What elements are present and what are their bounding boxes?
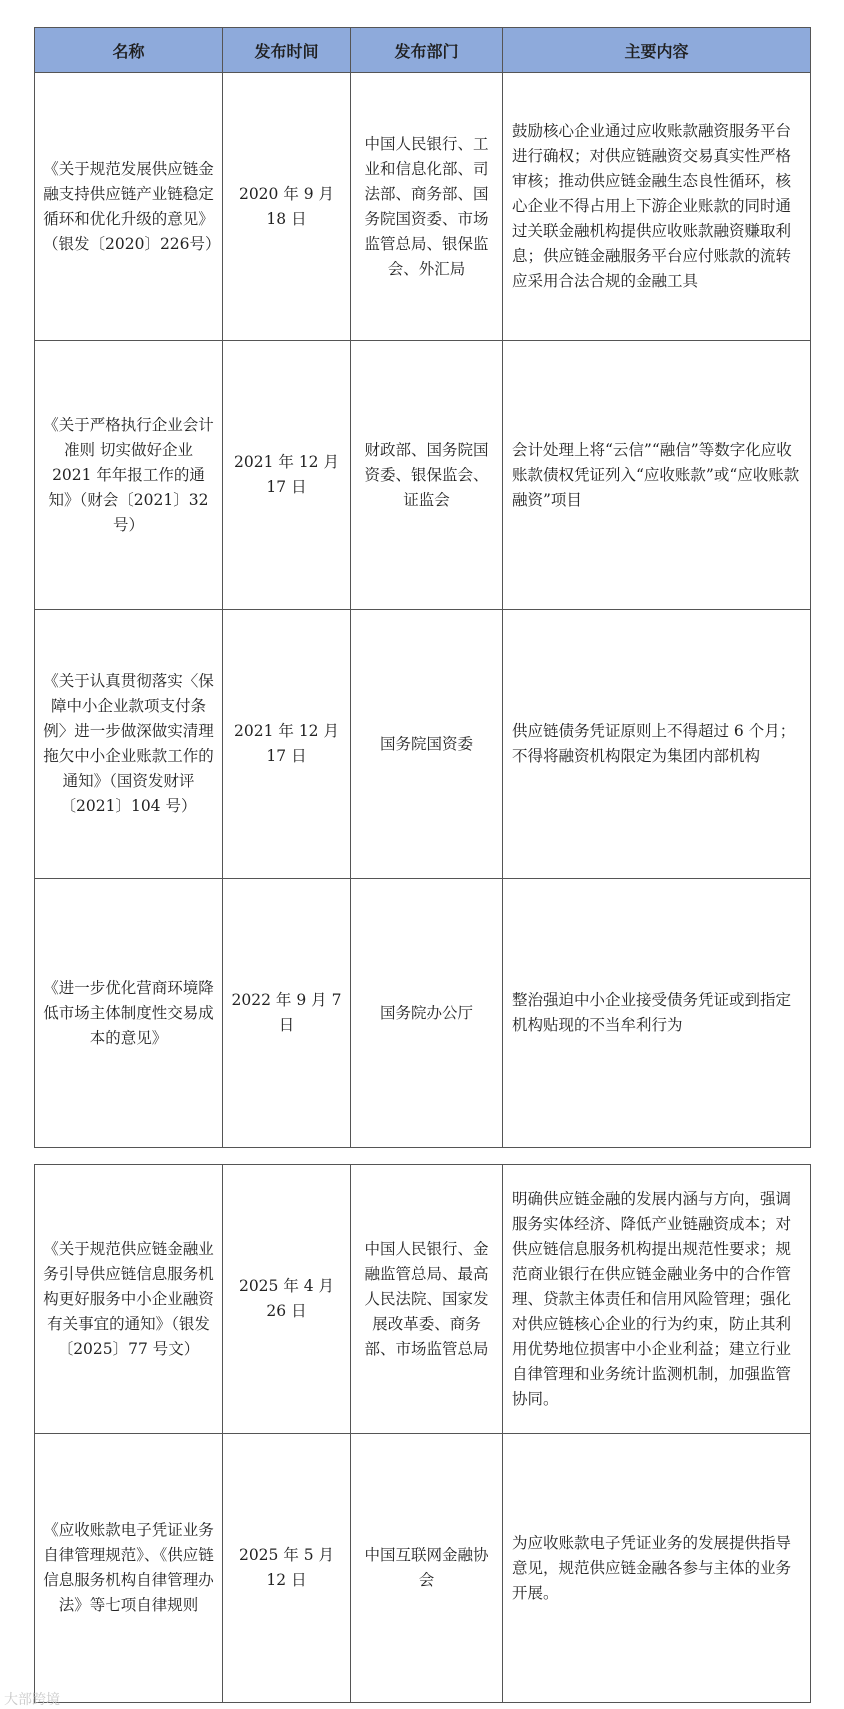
policy-date: 2025 年 5 月 12 日: [223, 1434, 351, 1703]
policy-content: 供应链债务凭证原则上不得超过 6 个月；不得将融资机构限定为集团内部机构: [503, 610, 811, 879]
policy-content: 明确供应链金融的发展内涵与方向，强调服务实体经济、降低产业链融资成本；对供应链信息服务机构提出规范性要求；规范商业银行在供应链金融业务中的合作管理、贷款主体责任和信用风险管理；强化对供应链核心企业的行为约束，防止其利用优势地位损害中小企业利益；建立行业自律管理和业务统计监测机制，加强监管协同。: [503, 1165, 811, 1434]
header-name: 名称: [35, 28, 223, 73]
policy-content: 鼓励核心企业通过应收账款融资服务平台进行确权；对供应链融资交易真实性严格审核；推动供应链金融生态良性循环，核心企业不得占用上下游企业账款的同时通过关联金融机构提供应收账款融资赚取利息；供应链金融服务平台应付账款的流转应采用合法合规的金融工具: [503, 73, 811, 341]
header-date: 发布时间: [223, 28, 351, 73]
table-row: [35, 341, 811, 610]
table-row: [35, 1434, 811, 1703]
policy-content: 会计处理上将“云信”“融信”等数字化应收账款债权凭证列入“应收账款”或“应收账款融资”项目: [503, 341, 811, 610]
policy-date: 2020 年 9 月 18 日: [223, 73, 351, 341]
policy-department: 中国人民银行、金融监管总局、最高人民法院、国家发展改革委、商务部、市场监管总局: [351, 1165, 503, 1434]
policy-table-continued: [34, 1164, 811, 1703]
policy-date: 2022 年 9 月 7 日: [223, 879, 351, 1148]
policy-name: 《应收账款电子凭证业务自律管理规范》、《供应链信息服务机构自律管理办法》等七项自律规则: [35, 1434, 223, 1703]
policy-date: 2021 年 12 月 17 日: [223, 341, 351, 610]
table-header-row: [35, 28, 811, 73]
policy-department: 中国互联网金融协会: [351, 1434, 503, 1703]
policy-department: 财政部、国务院国资委、银保监会、证监会: [351, 341, 503, 610]
policy-date: 2025 年 4 月 26 日: [223, 1165, 351, 1434]
policy-name: 《关于规范发展供应链金融支持供应链产业链稳定循环和优化升级的意见》（银发〔2020〕226号）: [35, 73, 223, 341]
policy-department: 国务院办公厅: [351, 879, 503, 1148]
policy-department: 中国人民银行、工业和信息化部、司法部、商务部、国务院国资委、市场监管总局、银保监会、外汇局: [351, 73, 503, 341]
policy-content: 整治强迫中小企业接受债务凭证或到指定机构贴现的不当牟利行为: [503, 879, 811, 1148]
table-row: [35, 879, 811, 1148]
watermark: 大部跨境: [4, 1692, 60, 1708]
table-row: [35, 73, 811, 341]
policy-content: 为应收账款电子凭证业务的发展提供指导意见，规范供应链金融各参与主体的业务开展。: [503, 1434, 811, 1703]
policy-date: 2021 年 12 月 17 日: [223, 610, 351, 879]
policy-name: 《进一步优化营商环境降低市场主体制度性交易成本的意见》: [35, 879, 223, 1148]
header-department: 发布部门: [351, 28, 503, 73]
header-content: 主要内容: [503, 28, 811, 73]
policy-table: [34, 27, 811, 1148]
policy-name: 《关于认真贯彻落实〈保障中小企业款项支付条例〉进一步做深做实清理拖欠中小企业账款工作的通知》（国资发财评〔2021〕104 号）: [35, 610, 223, 879]
policy-name: 《关于规范供应链金融业务引导供应链信息服务机构更好服务中小企业融资有关事宜的通知》（银发〔2025〕77 号文）: [35, 1165, 223, 1434]
policy-department: 国务院国资委: [351, 610, 503, 879]
policy-name: 《关于严格执行企业会计准则 切实做好企业 2021 年年报工作的通知》（财会〔2021〕32 号）: [35, 341, 223, 610]
table-row: [35, 610, 811, 879]
table-row: [35, 1165, 811, 1434]
